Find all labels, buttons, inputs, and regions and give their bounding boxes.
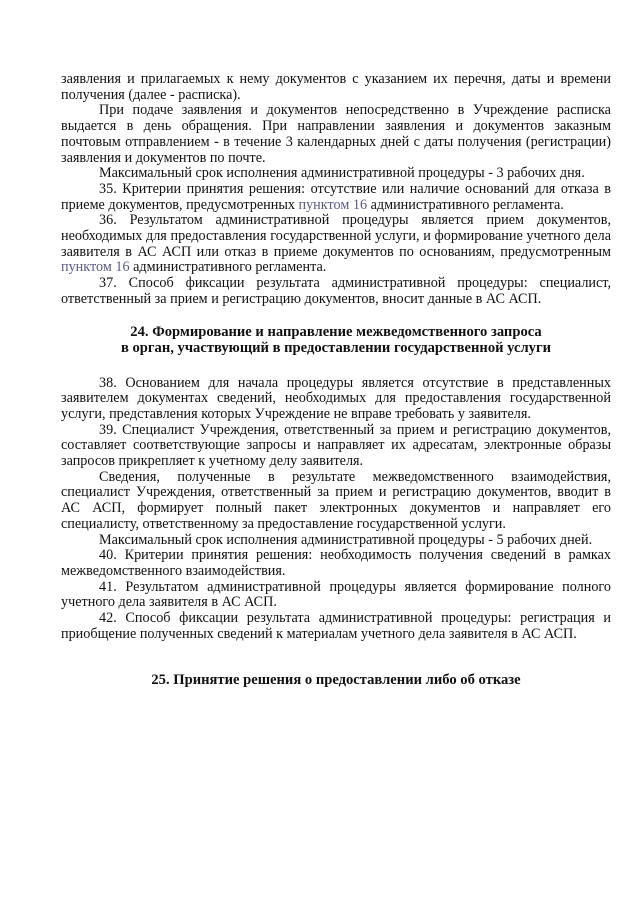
paragraph-p8 (61, 423, 611, 470)
paragraph-text: 38. Основанием для начала процедуры является отсутствие в представленных заявителем документах сведений, необходимых для предоставления государственной услуги, представления которых Учреждение не вправе требовать у заявителя. (61, 374, 611, 422)
paragraph-text: 42. Способ фиксации результата административной процедуры: регистрация и приобщение полученных сведений к материалам учетного дела заявителя в АС АСП. (61, 610, 611, 642)
paragraph-text: административного регламента. (129, 259, 327, 276)
paragraph-text: 35. Критерии принятия решения: отсутствие или наличие оснований для отказа в приеме документов, предусмотренных (61, 180, 611, 213)
section-heading-24-line2: в орган, участвующий в предоставлении государственной услуги (120, 340, 552, 357)
reference-link-punkt-16[interactable]: пунктом 16 (61, 259, 130, 276)
paragraph-text: Сведения, полученные в результате межведомственного взаимодействия, специалист Учреждения, ответственный за прием и регистрацию документов, вводит в АС АСП, формирует полный пакет электронных документов и направляет его специалисту, ответственному за предоставление государственной услуги. (61, 468, 611, 532)
section-heading-24-line1: 24. Формирование и направление межведомственного запроса (130, 323, 542, 340)
reference-link-punkt-16[interactable]: пунктом 16 (298, 196, 368, 213)
paragraph-text: заявления и прилагаемых к нему документов с указанием их перечня, даты и времени получения (далее - расписка). (61, 71, 611, 103)
paragraph-p9 (61, 470, 611, 533)
paragraph-p1 (61, 72, 611, 103)
section-heading-25: 25. Принятие решения о предоставлении либо об отказе (151, 671, 521, 688)
paragraph-p2 (61, 103, 611, 166)
paragraph-p3 (61, 166, 611, 182)
paragraph-text: административного регламента. (367, 196, 564, 213)
paragraph-text: Максимальный срок исполнения административной процедуры - 3 рабочих дня. (99, 165, 585, 182)
paragraph-text: Максимальный срок исполнения административной процедуры - 5 рабочих дней. (99, 531, 593, 548)
paragraph-p6 (61, 276, 611, 307)
paragraph-text: 39. Специалист Учреждения, ответственный за прием и регистрацию документов, составляет соответствующие запросы и направляет их адресатам, электронные образы запросов прикрепляет к учетному делу заявителя. (61, 421, 611, 470)
paragraph-p10 (61, 533, 611, 549)
paragraph-p13 (61, 611, 611, 642)
paragraph-p12 (61, 580, 611, 611)
paragraph-text: При подаче заявления и документов непосредственно в Учреждение расписка выдается в день обращения. При направлении заявления и документов заказным почтовым отправлением - в течение 3 календарных дней с даты получения (регистрации) заявления и документов по почте. (61, 102, 611, 166)
document-page (61, 72, 611, 688)
paragraph-p5 (61, 213, 611, 276)
paragraph-text: 40. Критерии принятия решения: необходимость получения сведений в рамках межведомственного взаимодействия. (61, 547, 611, 579)
section-heading-24 (61, 324, 611, 357)
paragraph-text: 37. Способ фиксации результата административной процедуры: специалист, ответственный за прием и регистрацию документов, вносит данные в АС АСП. (61, 275, 611, 307)
paragraph-p7 (61, 376, 611, 423)
paragraph-p11 (61, 548, 611, 579)
paragraph-text: 41. Результатом административной процедуры является формирование полного учетного дела заявителя в АС АСП. (61, 578, 611, 611)
paragraph-p4 (61, 182, 611, 213)
paragraph-text: 36. Результатом административной процедуры является прием документов, необходимых для предоставления государственной услуги, и формирование учетного дела заявителя в АС АСП или отказ в приеме документов по основаниям, предусмотренным (61, 212, 611, 260)
